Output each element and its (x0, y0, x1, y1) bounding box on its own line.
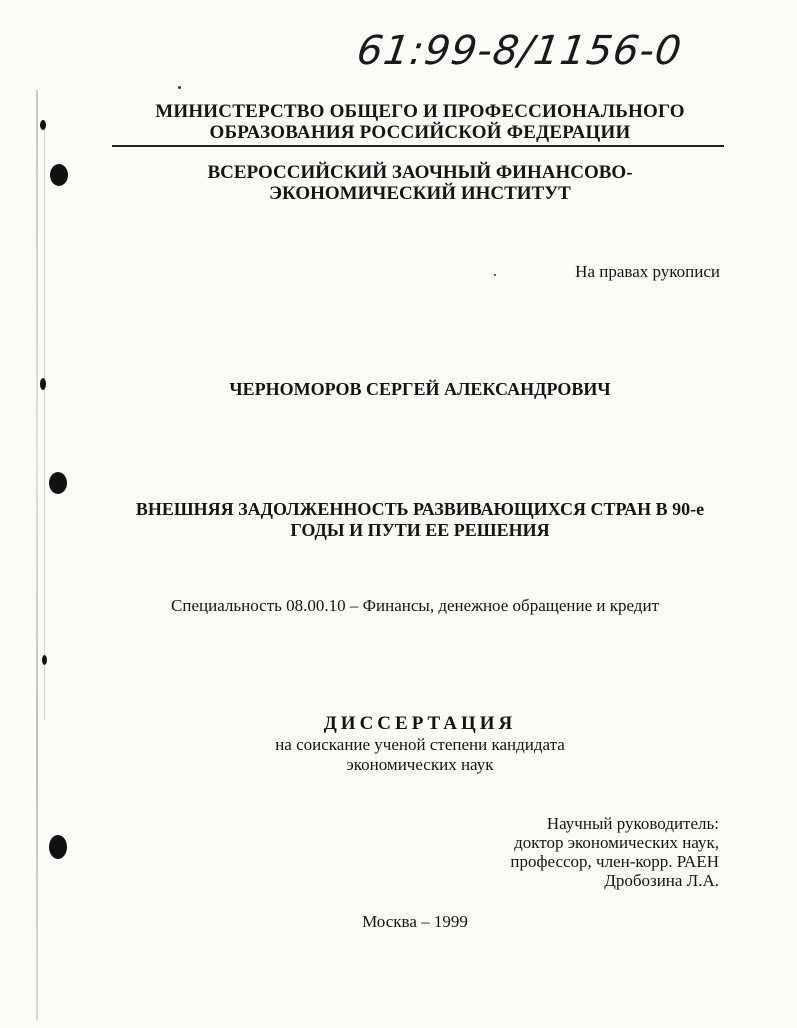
advisor-line-4: Дробозина Л.А. (604, 871, 719, 890)
header-divider (112, 145, 724, 147)
binding-hole-mark (42, 655, 47, 665)
binding-hole-mark (49, 472, 67, 494)
author-name: ЧЕРНОМОРОВ СЕРГЕЙ АЛЕКСАНДРОВИЧ (229, 379, 611, 399)
degree-line-1: на соискание ученой степени кандидата (275, 735, 565, 754)
city-year: Москва – 1999 (362, 912, 468, 931)
scan-edge-line (36, 90, 38, 1020)
title-line-1: ВНЕШНЯЯ ЗАДОЛЖЕННОСТЬ РАЗВИВАЮЩИХСЯ СТРАН В 90-е (135, 499, 705, 519)
binding-hole-mark (49, 835, 67, 859)
binding-hole-mark (40, 378, 46, 390)
dissertation-title (110, 499, 730, 541)
scan-edge-line (44, 120, 45, 720)
dissertation-heading: ДИССЕРТАЦИЯ (323, 713, 517, 734)
specialty-line: Специальность 08.00.10 – Финансы, денежное обращение и кредит (171, 596, 659, 615)
ministry-line-2: ОБРАЗОВАНИЯ РОССИЙСКОЙ ФЕДЕРАЦИИ (209, 122, 631, 143)
institute-line-1: ВСЕРОССИЙСКИЙ ЗАОЧНЫЙ ФИНАНСОВО- (207, 162, 633, 183)
handwritten-archive-code (354, 18, 685, 78)
ministry-heading (120, 101, 720, 143)
handwritten-code-text: 61:99-8/1156-0 (354, 28, 685, 74)
degree-line-2: экономических наук (346, 755, 494, 774)
advisor-block (440, 814, 719, 890)
advisor-line-3: профессор, член-корр. РАЕН (510, 852, 719, 871)
ministry-line-1: МИНИСТЕРСТВО ОБЩЕГО И ПРОФЕССИОНАЛЬНОГО (155, 101, 685, 122)
advisor-line-2: доктор экономических наук, (514, 833, 719, 852)
scan-speck (178, 86, 181, 89)
institute-heading (120, 162, 720, 204)
title-line-2: ГОДЫ И ПУТИ ЕЕ РЕШЕНИЯ (290, 520, 550, 540)
institute-line-2: ЭКОНОМИЧЕСКИЙ ИНСТИТУТ (269, 183, 571, 204)
rights-note: На правах рукописи (575, 262, 720, 281)
binding-hole-mark (40, 120, 46, 130)
binding-hole-mark (50, 164, 68, 186)
degree-block (120, 713, 720, 775)
advisor-line-1: Научный руководитель: (546, 814, 719, 833)
